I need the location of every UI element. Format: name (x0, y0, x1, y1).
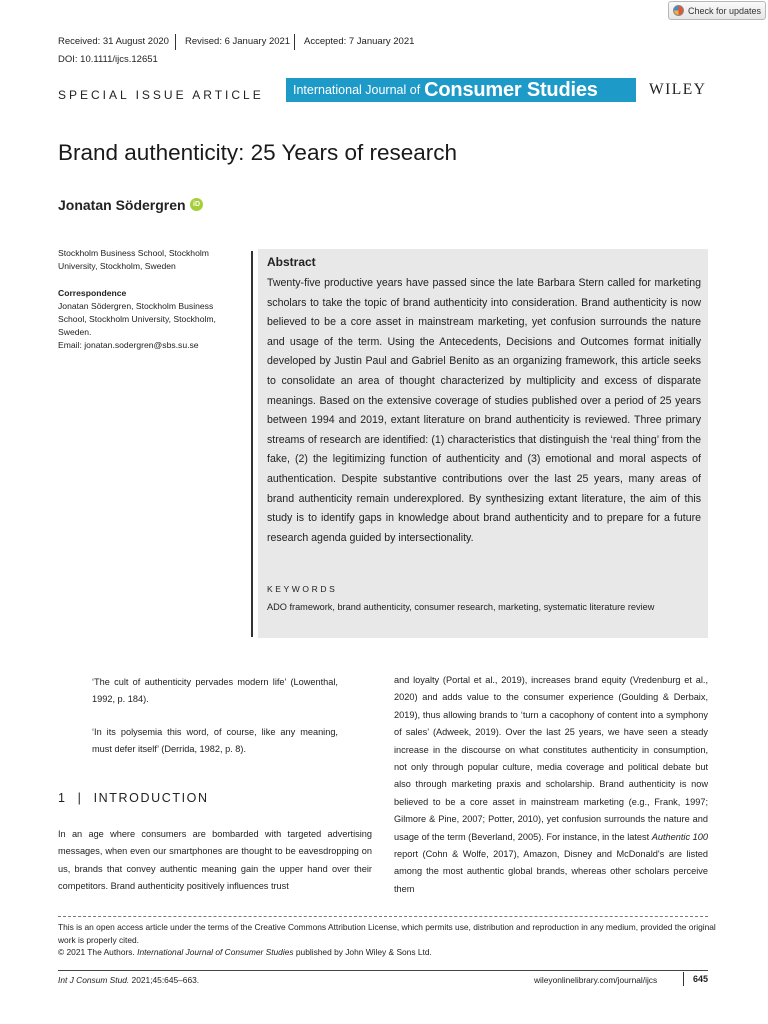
section-title: INTRODUCTION (93, 791, 209, 805)
publisher-logo: WILEY (649, 81, 707, 98)
footer-rule (58, 970, 708, 971)
correspondence-body (58, 300, 240, 352)
correspondence-email[interactable]: Email: jonatan.sodergren@sbs.su.se (58, 340, 199, 350)
body-text-segment: and loyalty (Portal et al., 2019), increases brand equity (Vredenburg et al., 2020) and adds value to the consumer experience (Goulding & Derbaix, 2019), thus allowing brands to ‘turn a cacophony of content into a symphony of sales’ (Adweek, 2019). Over the last 25 years, we have seen a steady increase in the discourse on what constitutes authenticity in consumption, not only through popular culture, media coverage and political debate but also through marketing praxis and scholarship. Brand authenticity is now believed to be a core asset in mainstream marketing (e.g., Frank, 1997; Gilmore & Pine, 2007; Potter, 2010), yet confusion surrounds the nature and usage of the term (Beverland, 2005). For instance, in the latest (394, 675, 708, 842)
page-number: 645 (693, 974, 709, 984)
citation-journal: Int J Consum Stud. (58, 975, 130, 985)
divider (294, 34, 295, 50)
received-date: Received: 31 August 2020 (58, 36, 169, 47)
check-for-updates-button[interactable] (668, 1, 766, 20)
abstract-text: Twenty-five productive years have passed since the late Barbara Stern called for marketing scholars to take the topic of brand authenticity into consideration. Brand authenticity is now believed to be a core asset in mainstream marketing, yet confusion surrounds the nature and usage of the term. Using the Antecedents, Decisions and Outcomes format initially developed by Justin Paul and Gabriel Benito as an organizing framework, this article seeks to consolidate an area of thought characterized by multiplicity and excess of disparate meanings. Based on the extensive coverage of studies published over a period of 25 years between 1994 and 2019, extant literature on brand authenticity is reviewed. Three primary streams of research are identified: (1) characteristics that distinguish the ‘real thing’ from the fake, (2) the legitimizing function of authenticity and (3) emotional and moral aspects of authentication. Despite substantive contributions over the last 25 years, many areas of brand authenticity remain underexplored. By synthesizing extant literature, the aim of this study is to identify gaps in knowledge about brand authenticity and to prepare for a future research agenda guided by intersectionality. (267, 277, 701, 544)
epigraph-quote: ‘In its polysemia this word, of course, like any meaning, must defer itself’ (Derrida, 1982, p. 8). (92, 727, 338, 755)
journal-banner (286, 78, 636, 102)
section-heading (58, 791, 209, 805)
copyright-text (58, 946, 718, 959)
affiliation: Stockholm Business School, Stockholm University, Stockholm, Sweden (58, 248, 209, 271)
copyright-suffix: published by John Wiley & Sons Ltd. (293, 947, 432, 957)
copyright-journal: International Journal of Consumer Studies (137, 947, 294, 957)
license-text: This is an open access article under the terms of the Creative Commons Attribution License, which permits use, distribution and reproduction in any medium, provided the original work is properly cited. (58, 922, 716, 945)
journal-prefix: International Journal of (293, 83, 421, 97)
citation (58, 975, 199, 985)
article-title: Brand authenticity: 25 Years of research (58, 140, 458, 165)
report-title: Authentic 100 (651, 831, 708, 842)
license-notice (58, 921, 718, 959)
copyright-prefix: © 2021 The Authors. (58, 947, 138, 957)
article-type: SPECIAL ISSUE ARTICLE (58, 88, 264, 102)
keywords-text: ADO framework, brand authenticity, consumer research, marketing, systematic literature review (267, 602, 655, 612)
correspondence-address: Jonatan Södergren, Stockholm Business School, Stockholm University, Stockholm, Sweden. (58, 301, 216, 337)
accepted-date: Accepted: 7 January 2021 (304, 36, 415, 47)
keywords-heading: KEYWORDS (267, 584, 338, 594)
epigraph-quote: ‘The cult of authenticity pervades modern life’ (Lowenthal, 1992, p. 184). (92, 677, 338, 705)
footer-divider (58, 916, 708, 917)
divider (683, 972, 684, 986)
body-text-right (394, 672, 708, 898)
abstract-heading: Abstract (267, 255, 316, 269)
revised-date: Revised: 6 January 2021 (185, 36, 291, 47)
correspondence-heading: Correspondence (58, 288, 127, 298)
body-text-left: In an age where consumers are bombarded with targeted advertising messages, when even our smartphones are thought to be eavesdropping on us, brands that convey authentic meaning gain the upper hand over their competitors. Brand authenticity positively influences trust (58, 829, 372, 892)
section-divider: | (77, 791, 83, 805)
divider (175, 34, 176, 50)
author-name[interactable]: Jonatan Södergren (58, 197, 186, 213)
orcid-icon[interactable]: iD (190, 198, 203, 211)
body-text-segment: report (Cohn & Wolfe, 2017), Amazon, Disney and McDonald's are listed among the most authentic global brands, whereas other scholars perceive them (394, 849, 708, 894)
journal-site-link[interactable]: wileyonlinelibrary.com/journal/ijcs (534, 975, 658, 985)
citation-volume: 2021;45:645–663. (129, 975, 200, 985)
crossmark-icon (673, 5, 684, 16)
doi-link[interactable]: DOI: 10.1111/ijcs.12651 (58, 54, 158, 65)
journal-name: Consumer Studies (424, 78, 598, 101)
abstract-rule (251, 251, 253, 637)
section-number: 1 (58, 791, 67, 805)
check-for-updates-label: Check for updates (688, 5, 762, 16)
